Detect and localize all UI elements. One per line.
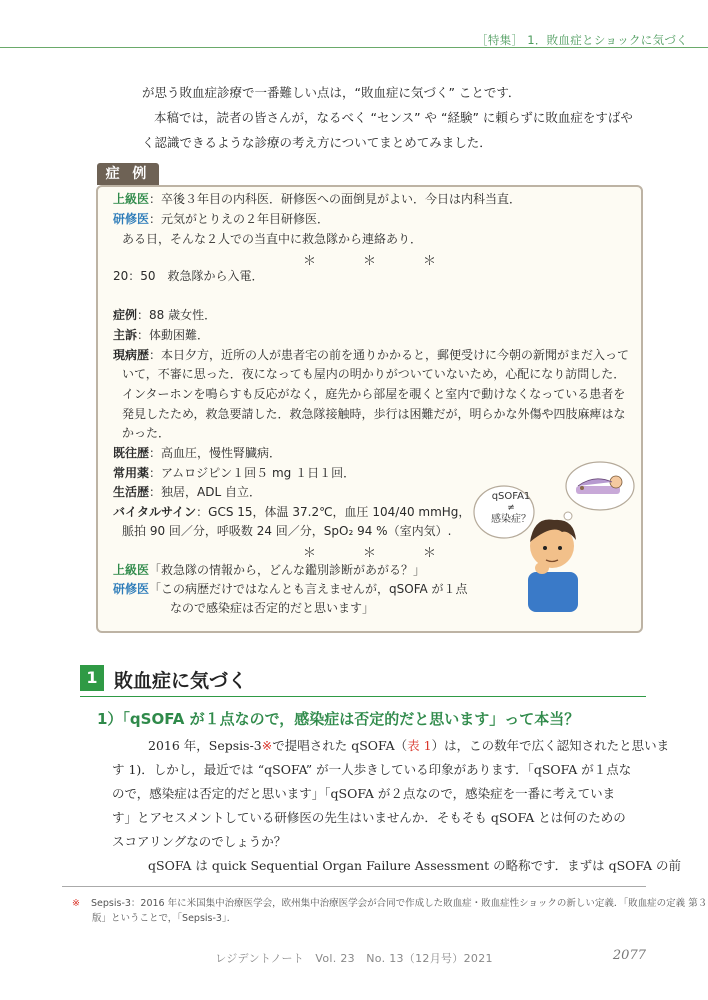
section-number: 1 (80, 665, 104, 691)
body-line: ので，感染症は否定的だと思います」「qSOFA が２点なので，感染症を一番に考えていま (112, 786, 616, 801)
resident-answer: 「この病歴だけではなんとも言えませんが，qSOFA が１点 (149, 582, 468, 596)
meds-field (113, 465, 355, 481)
page-number: 2077 (612, 948, 646, 963)
supervisor-label: 上級医 (113, 192, 150, 206)
meds-label: 常用薬 (113, 466, 150, 480)
resident-label: 研修医 (113, 212, 150, 226)
section-rule (80, 696, 646, 697)
supervisor-question: 「救急隊の情報から，どんな鑑別診断があがる？」 (149, 563, 426, 577)
complaint-field (113, 327, 209, 343)
footnote-line (72, 897, 707, 911)
pmh-field (113, 445, 281, 461)
thought-bubble-icon (558, 462, 635, 529)
resident-label: 研修医 (113, 582, 150, 596)
separator-star: ＊ (363, 546, 377, 561)
table-reference-link[interactable]: 表 1 (407, 738, 432, 753)
bubble-line: qSOFA1 (491, 491, 531, 502)
hpi-line: かった． (122, 426, 171, 440)
time-text: 20：50 救急隊から入電． (113, 269, 264, 283)
running-head-rule (0, 47, 708, 48)
separator-star: ＊ (303, 254, 317, 269)
social-label: 生活歴 (113, 485, 150, 499)
body-line: す」とアセスメントしている研修医の先生はいませんか．そもそも qSOFA とは何のための (112, 810, 626, 825)
separator-star: ＊ (423, 546, 437, 561)
bubble-line: 感染症？ (491, 514, 531, 525)
footnote-text: 版」ということで，「Sepsis-3」． (92, 913, 237, 924)
pmh-label: 既往歴 (113, 446, 150, 460)
body-line (148, 738, 669, 754)
meds-value: ：アムロジピン１回５ mg １日１回． (149, 466, 356, 480)
bubble-line: ≠ (507, 503, 515, 513)
body-line: スコアリングなのでしょうか？ (112, 834, 287, 849)
footnote-rule (62, 886, 646, 887)
supervisor-intro-line (113, 191, 521, 207)
intro-line: く認識できるような診療の考え方についてまとめてみました． (142, 135, 492, 150)
vitals-line: ：GCS 15，体温 37.2℃，血圧 104/40 mmHg， (196, 505, 471, 519)
resident-intro-line (113, 211, 329, 227)
section-heading (80, 665, 646, 695)
intro-line: が思う敗血症診療で一番難しい点は，“敗血症に気づく” ことです． (142, 85, 521, 100)
hpi-line: インターホンを鳴らすも反応がなく，庭先から部屋を覗くと室内で動けなくなっている患者を (122, 387, 626, 401)
supervisor-label: 上級医 (113, 563, 150, 577)
body-text: で提唱された qSOFA（ (272, 738, 408, 753)
social-field (113, 484, 261, 500)
supervisor-intro: ：卒後３年目の内科医．研修医への面倒見がよい．今日は内科当直． (149, 192, 522, 206)
body-text: 2016 年，Sepsis-3 (148, 738, 262, 753)
case-value: ：88 歳女性． (137, 308, 217, 322)
vitals-label: バイタルサイン (113, 505, 197, 519)
hpi-field (113, 347, 629, 363)
running-head-text: ［特集］ 1．敗血症とショックに気づく (476, 33, 688, 47)
scene-text: ある日，そんな２人での当直中に救急隊から連絡あり． (122, 232, 423, 246)
hpi-line: 発見したため，救急要請した．救急隊接触時，歩行は困難だが，明らかな外傷や四肢麻痺はな (122, 407, 626, 421)
vitals-field (113, 504, 470, 520)
resident-thinking-illustration (472, 456, 638, 616)
bubble-text (488, 490, 534, 526)
case-label: 症例 (113, 308, 138, 322)
hpi-line: ：本日夕方，近所の人が患者宅の前を通りかかると，郵便受けに今朝の新聞がまだ入って (149, 348, 630, 362)
body-line: qSOFA は quick Sequential Organ Failure Assessment の略称です．まずは qSOFA の前 (148, 858, 682, 873)
vitals-line: 脈拍 90 回／分，呼吸数 24 回／分，SpO₂ 94 %（室内気）. (122, 524, 452, 538)
pmh-value: ：高血圧，慢性腎臓病． (149, 446, 282, 460)
separator-star: ＊ (303, 546, 317, 561)
intro-paragraph (142, 80, 646, 155)
resident-icon (528, 519, 578, 612)
body-line: す 1)．しかし，最近では “qSOFA” が一人歩きしている印象があります．「qSOFA が１点な (112, 762, 632, 777)
separator-star: ＊ (423, 254, 437, 269)
body-text: ）は，この数年で広く認知されたと思いま (431, 738, 670, 753)
section-title: 敗血症に気づく (114, 670, 248, 692)
footnote-mark: ※ (261, 738, 273, 753)
hpi-label: 現病歴 (113, 348, 150, 362)
subsection-heading: 1）「qSOFA が１点なので，感染症は否定的だと思います」って本当？ (97, 710, 580, 728)
footnote-mark: ※ (72, 898, 80, 909)
separator-star: ＊ (363, 254, 377, 269)
case-field (113, 307, 216, 323)
supervisor-question-line (113, 562, 425, 578)
complaint-label: 主訴 (113, 328, 138, 342)
footnote-text: Sepsis-3：2016 年に米国集中治療医学会，欧州集中治療医学会が合同で作成した敗血症・敗血症性ショックの新しい定義．「敗血症の定義 第３ (91, 898, 708, 909)
resident-answer: なので感染症は否定的だと思います」 (170, 601, 375, 615)
complaint-value: ：体動困難． (137, 328, 210, 342)
social-value: ：独居，ADL 自立． (149, 485, 261, 499)
hpi-line: いて，不審に思った．夜になっても屋内の明かりがついていないため，心配になり訪問した． (122, 367, 626, 381)
footer-journal: レジデントノート Vol. 23 No. 13（12月号）2021 (215, 952, 493, 965)
case-tab: 症 例 (97, 163, 159, 185)
running-head (0, 0, 708, 47)
resident-answer-line (113, 581, 468, 597)
intro-line: 本稿では，読者の皆さんが，なるべく “センス” や “経験” に頼らずに敗血症をすばや (154, 110, 633, 125)
resident-intro: ：元気がとりえの２年目研修医． (149, 212, 330, 226)
